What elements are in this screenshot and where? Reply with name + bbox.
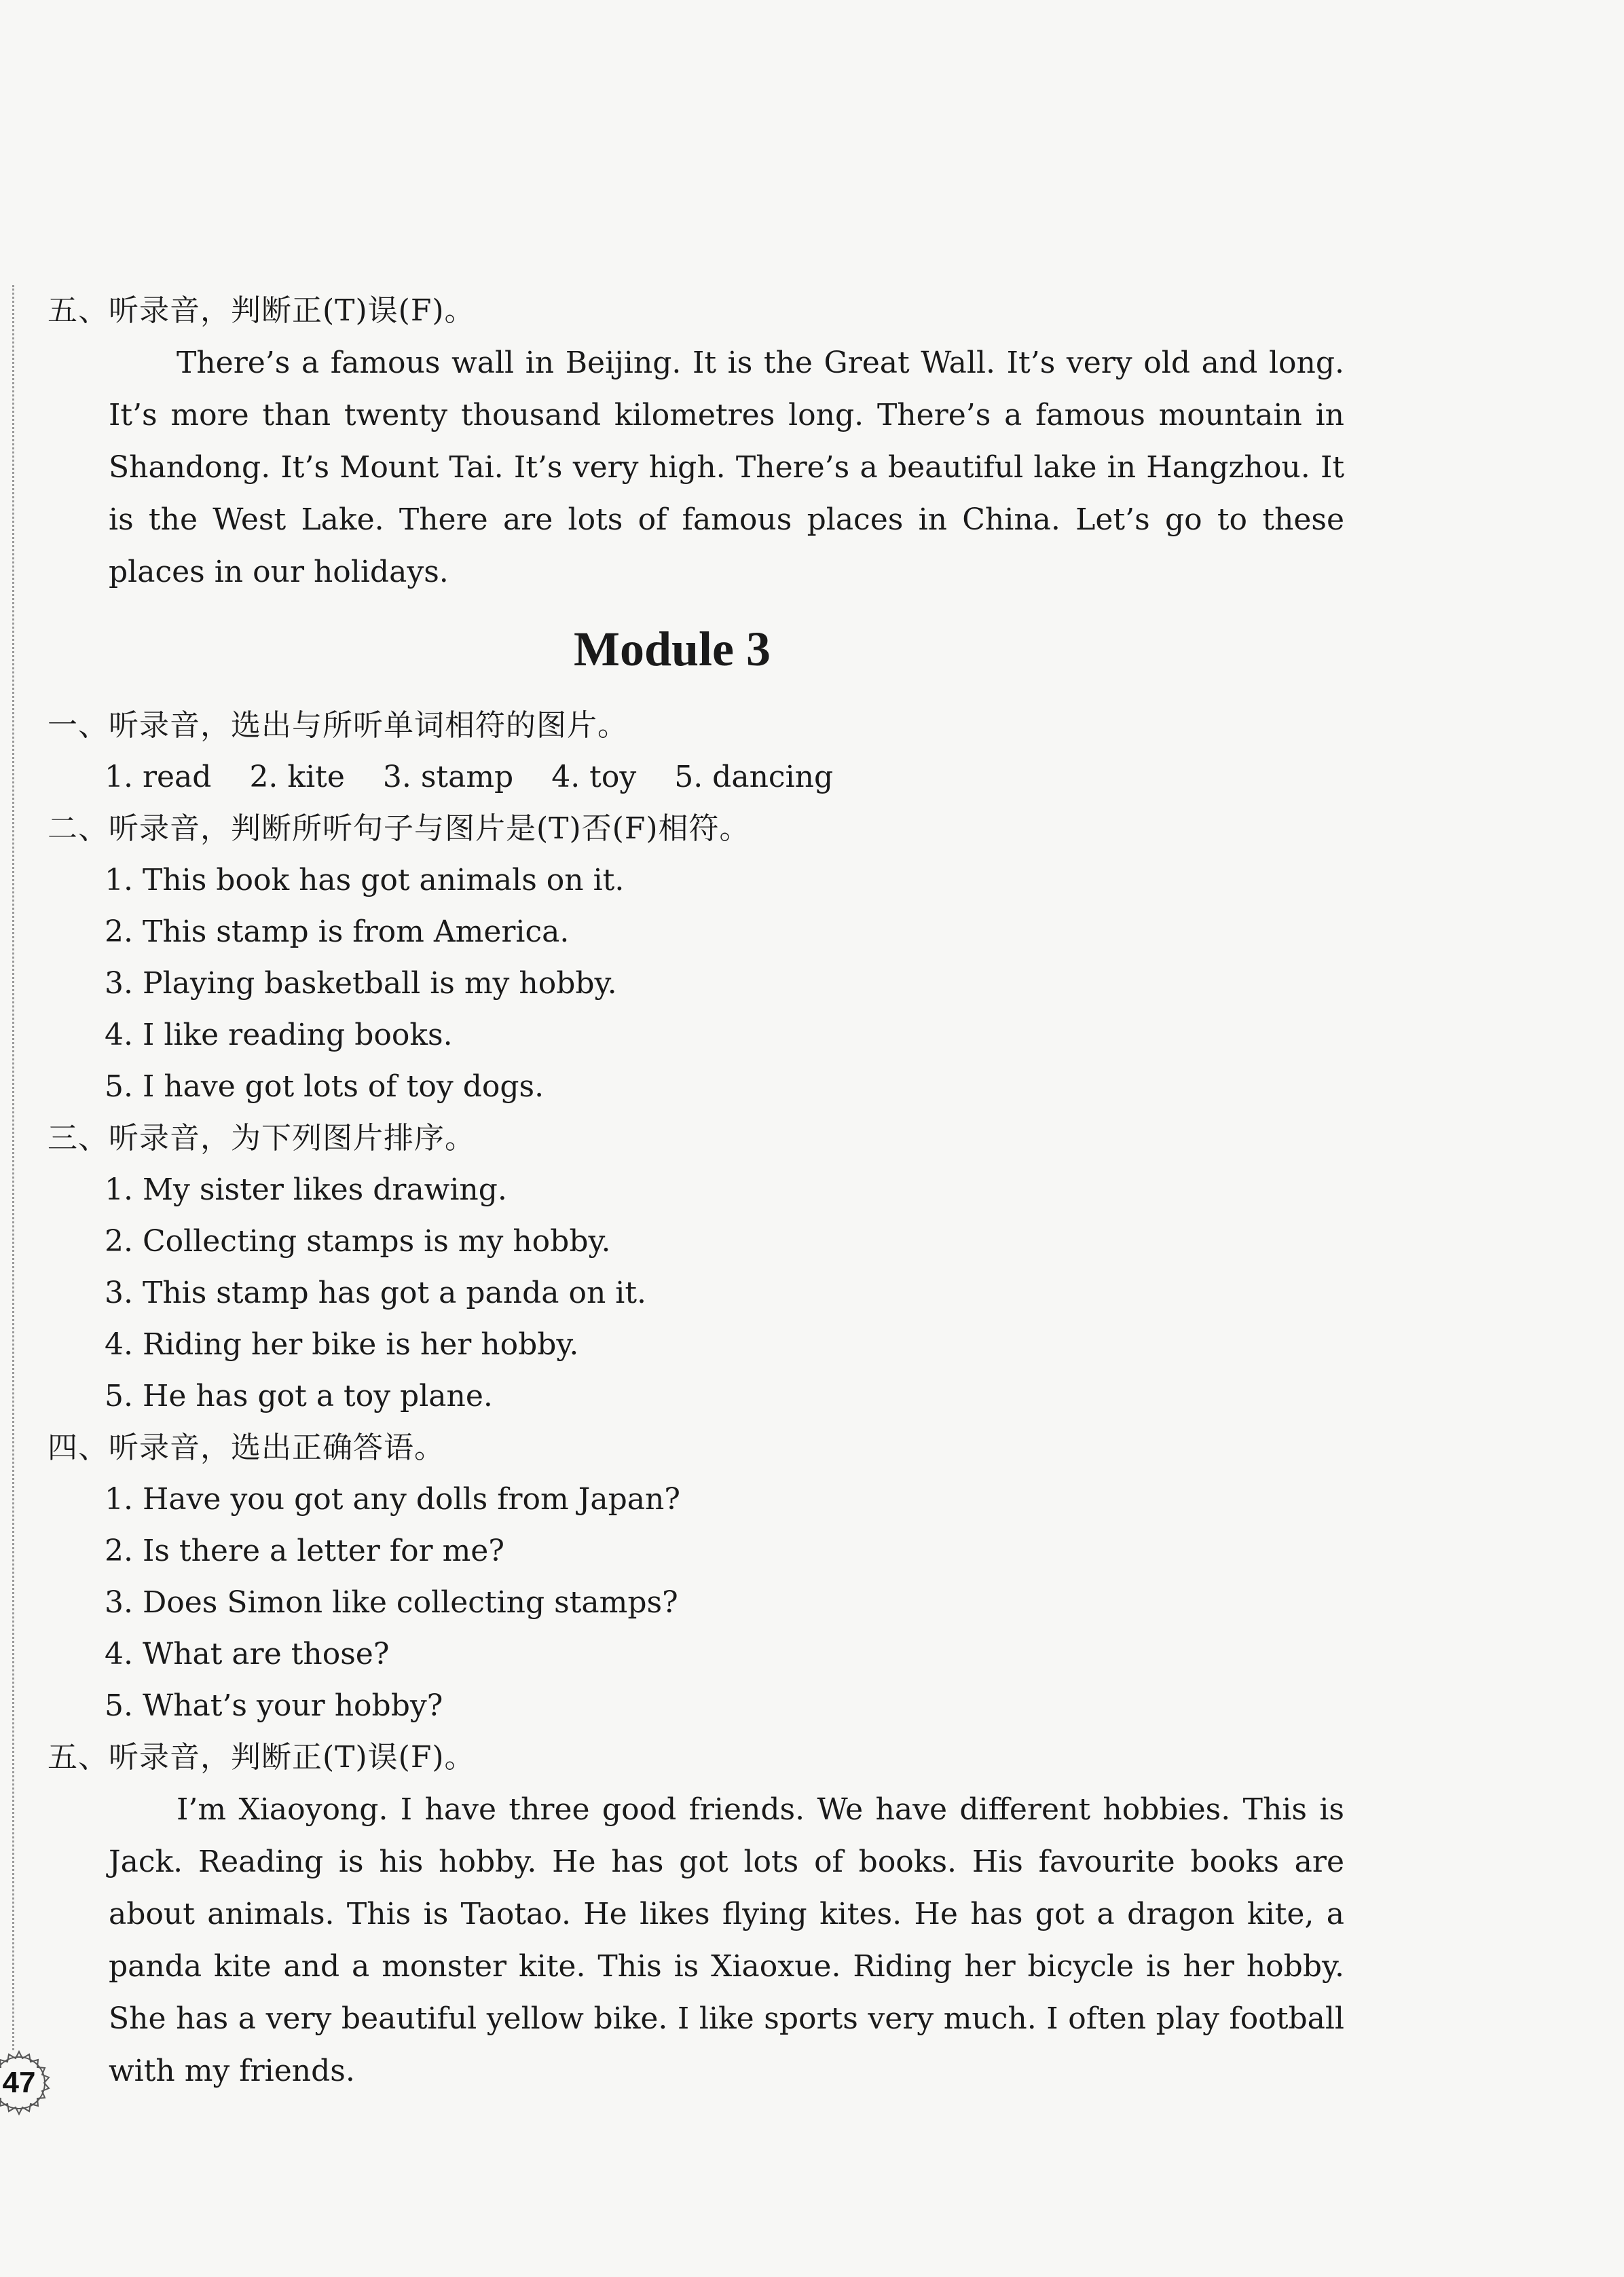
question-item: 4. What are those? bbox=[105, 1637, 390, 1671]
section-heading-5: 五、听录音，判断正(T)误(F)。 bbox=[48, 1740, 475, 1775]
question-item: 1. Have you got any dolls from Japan? bbox=[105, 1482, 680, 1517]
sentence-item: 1. My sister likes drawing. bbox=[105, 1172, 507, 1207]
word-list bbox=[48, 752, 1337, 803]
word-item: 2. kite bbox=[249, 760, 345, 794]
section-heading-2: 二、听录音，判断所听句子与图片是(T)否(F)相符。 bbox=[48, 811, 750, 846]
section-heading-3: 三、听录音，为下列图片排序。 bbox=[48, 1121, 475, 1155]
word-item: 1. read bbox=[105, 760, 212, 794]
section-heading-1: 一、听录音，选出与所听单词相符的图片。 bbox=[48, 708, 628, 743]
module-title: Module 3 bbox=[573, 622, 771, 676]
page-number: 47 bbox=[2, 2066, 36, 2099]
listening-paragraph-bottom: I’m Xiaoyong. I have three good friends. We have different hobbies. This is Jack. Reading is his hobby. He has got lots of books. His favourite books are about animals. This is Taotao. He likes flying kites. He has got a dragon kite, a panda kite and a monster kite. This is Xiaoxue. Riding her bicycle is her hobby. She has a very beautiful yellow bike. I like sports very much. I often play football with my friends. bbox=[109, 1792, 1344, 2088]
question-item: 2. Is there a letter for me? bbox=[105, 1534, 504, 1568]
sentence-item: 2. Collecting stamps is my hobby. bbox=[105, 1224, 611, 1259]
sentence-item: 3. This stamp has got a panda on it. bbox=[105, 1276, 647, 1310]
sentence-item: 5. I have got lots of toy dogs. bbox=[105, 1069, 545, 1104]
listening-paragraph-top: There’s a famous wall in Beijing. It is the Great Wall. It’s very old and long. It’s more than twenty thousand kilometres long. There’s a famous mountain in Shandong. It’s Mount Tai. It’s very high. There’s a beautiful lake in Hangzhou. It is the West Lake. There are lots of famous places in China. Let’s go to these places in our holidays. bbox=[109, 346, 1344, 589]
sentence-item: 3. Playing basketball is my hobby. bbox=[105, 966, 617, 1001]
question-item: 5. What’s your hobby? bbox=[105, 1688, 443, 1723]
word-item: 5. dancing bbox=[674, 760, 834, 794]
section-heading-4: 四、听录音，选出正确答语。 bbox=[48, 1430, 445, 1465]
question-item: 3. Does Simon like collecting stamps? bbox=[105, 1585, 678, 1620]
sentence-item: 4. Riding her bike is her hobby. bbox=[105, 1327, 579, 1362]
section-heading-top-5: 五、听录音，判断正(T)误(F)。 bbox=[48, 293, 475, 328]
sentence-item: 2. This stamp is from America. bbox=[105, 914, 570, 949]
sentence-item: 1. This book has got animals on it. bbox=[105, 863, 625, 897]
word-item: 3. stamp bbox=[382, 760, 514, 794]
content-area bbox=[48, 285, 1344, 2097]
sentence-item: 5. He has got a toy plane. bbox=[105, 1379, 493, 1413]
margin-dotted-line bbox=[12, 285, 14, 2050]
word-item: 4. toy bbox=[551, 760, 637, 794]
sentence-item: 4. I like reading books. bbox=[105, 1018, 453, 1052]
